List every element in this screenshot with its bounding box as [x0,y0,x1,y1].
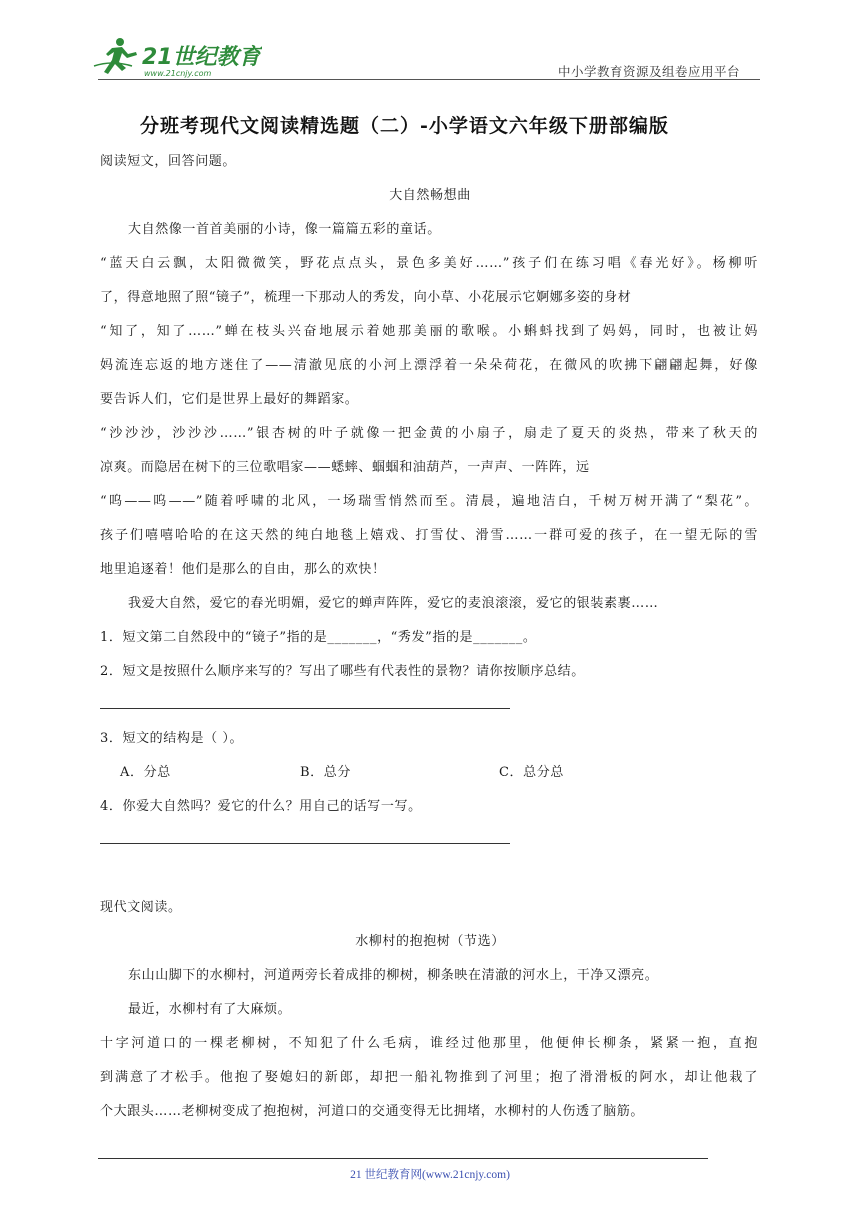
passage1-line: 了，得意地照了照“镜子”，梳理一下那动人的秀发，向小草、小花展示它婀娜多姿的身材 [100,290,632,305]
answer-line[interactable] [100,843,510,844]
footer-link[interactable]: 21 世纪教育网(www.21cnjy.com) [350,1169,510,1181]
passage2-line: 十字河道口的一棵老柳树，不知犯了什么毛病，谁经过他那里，他便伸长柳条，紧紧一抱，直抱 [100,1036,758,1051]
section1-instruction: 阅读短文，回答问题。 [100,154,237,169]
logo-subtext: www.21cnjy.com [144,69,212,78]
passage1-line: 我爱大自然，爱它的春光明媚，爱它的蝉声阵阵，爱它的麦浪滚滚，爱它的银装素裹…… [128,596,659,611]
passage1-line: 妈流连忘返的地方迷住了——清澈见底的小河上漂浮着一朵朵荷花，在微风的吹拂下翩翩起舞，好像 [100,358,758,373]
passage1-line: 凉爽。而隐居在树下的三位歌唱家——蟋蟀、蝈蝈和油葫芦，一声声、一阵阵，远 [100,460,590,475]
passage1-line: “蓝天白云飘，太阳微微笑，野花点点头，景色多美好……”孩子们在练习唱《春光好》。杨柳听 [100,256,758,271]
question-2: 2．短文是按照什么顺序来写的？写出了哪些有代表性的景物？请你按顺序总结。 [100,664,585,679]
question-3: 3．短文的结构是（ ）。 [100,731,244,746]
logo-text: 21世纪教育 [142,45,261,70]
answer-line[interactable] [100,708,510,709]
section1-passage-title: 大自然畅想曲 [389,188,471,203]
passage2-line: 最近，水柳村有了大麻烦。 [128,1002,292,1017]
passage1-line: “知了，知了……”蝉在枝头兴奋地展示着她那美丽的歌喉。小蝌蚪找到了妈妈，同时，也被让妈 [100,324,758,339]
footer-divider [98,1158,708,1159]
passage1-line: “沙沙沙，沙沙沙……”银杏树的叶子就像一把金黄的小扇子，扇走了夏天的炎热，带来了秋天的 [100,426,758,441]
passage1-line: 大自然像一首首美丽的小诗，像一篇篇五彩的童话。 [128,222,441,237]
header-divider [98,79,760,80]
passage2-line: 个大跟头……老柳树变成了抱抱树，河道口的交通变得无比拥堵，水柳村的人伤透了脑筋。 [100,1104,645,1119]
option-b[interactable]: B．总分 [300,765,351,780]
section2-passage-title: 水柳村的抱抱树（节选） [355,934,505,949]
option-c[interactable]: C．总分总 [499,765,564,780]
section2-instruction: 现代文阅读。 [100,900,182,915]
passage1-line: “呜——呜——”随着呼啸的北风，一场瑞雪悄然而至。清晨，遍地洁白，千树万树开满了“梨花”。 [100,494,758,509]
platform-name: 中小学教育资源及组卷应用平台 [558,64,741,79]
passage2-line: 东山山脚下的水柳村，河道两旁长着成排的柳树，柳条映在清澈的河水上，干净又漂亮。 [128,968,659,983]
passage2-line: 到满意了才松手。他抱了娶媳妇的新郎，却把一船礼物推到了河里；抱了滑滑板的阿水，却让他栽了 [100,1070,758,1085]
logo [92,36,262,80]
passage1-line: 地里追逐着！他们是那么的自由，那么的欢快！ [100,562,386,577]
passage1-line: 要告诉人们，它们是世界上最好的舞蹈家。 [100,392,359,407]
question-1: 1．短文第二自然段中的“镜子”指的是_______，“秀发”指的是_______。 [100,630,537,645]
page-title: 分班考现代文阅读精选题（二）-小学语文六年级下册部编版 [140,115,669,137]
question-4: 4．你爱大自然吗？爱它的什么？用自己的话写一写。 [100,799,422,814]
option-a[interactable]: A．分总 [120,765,171,780]
runner-logo-icon [94,38,137,74]
passage1-line: 孩子们嘻嘻哈哈的在这天然的纯白地毯上嬉戏、打雪仗、滑雪……一群可爱的孩子，在一望无际的雪 [100,528,758,543]
